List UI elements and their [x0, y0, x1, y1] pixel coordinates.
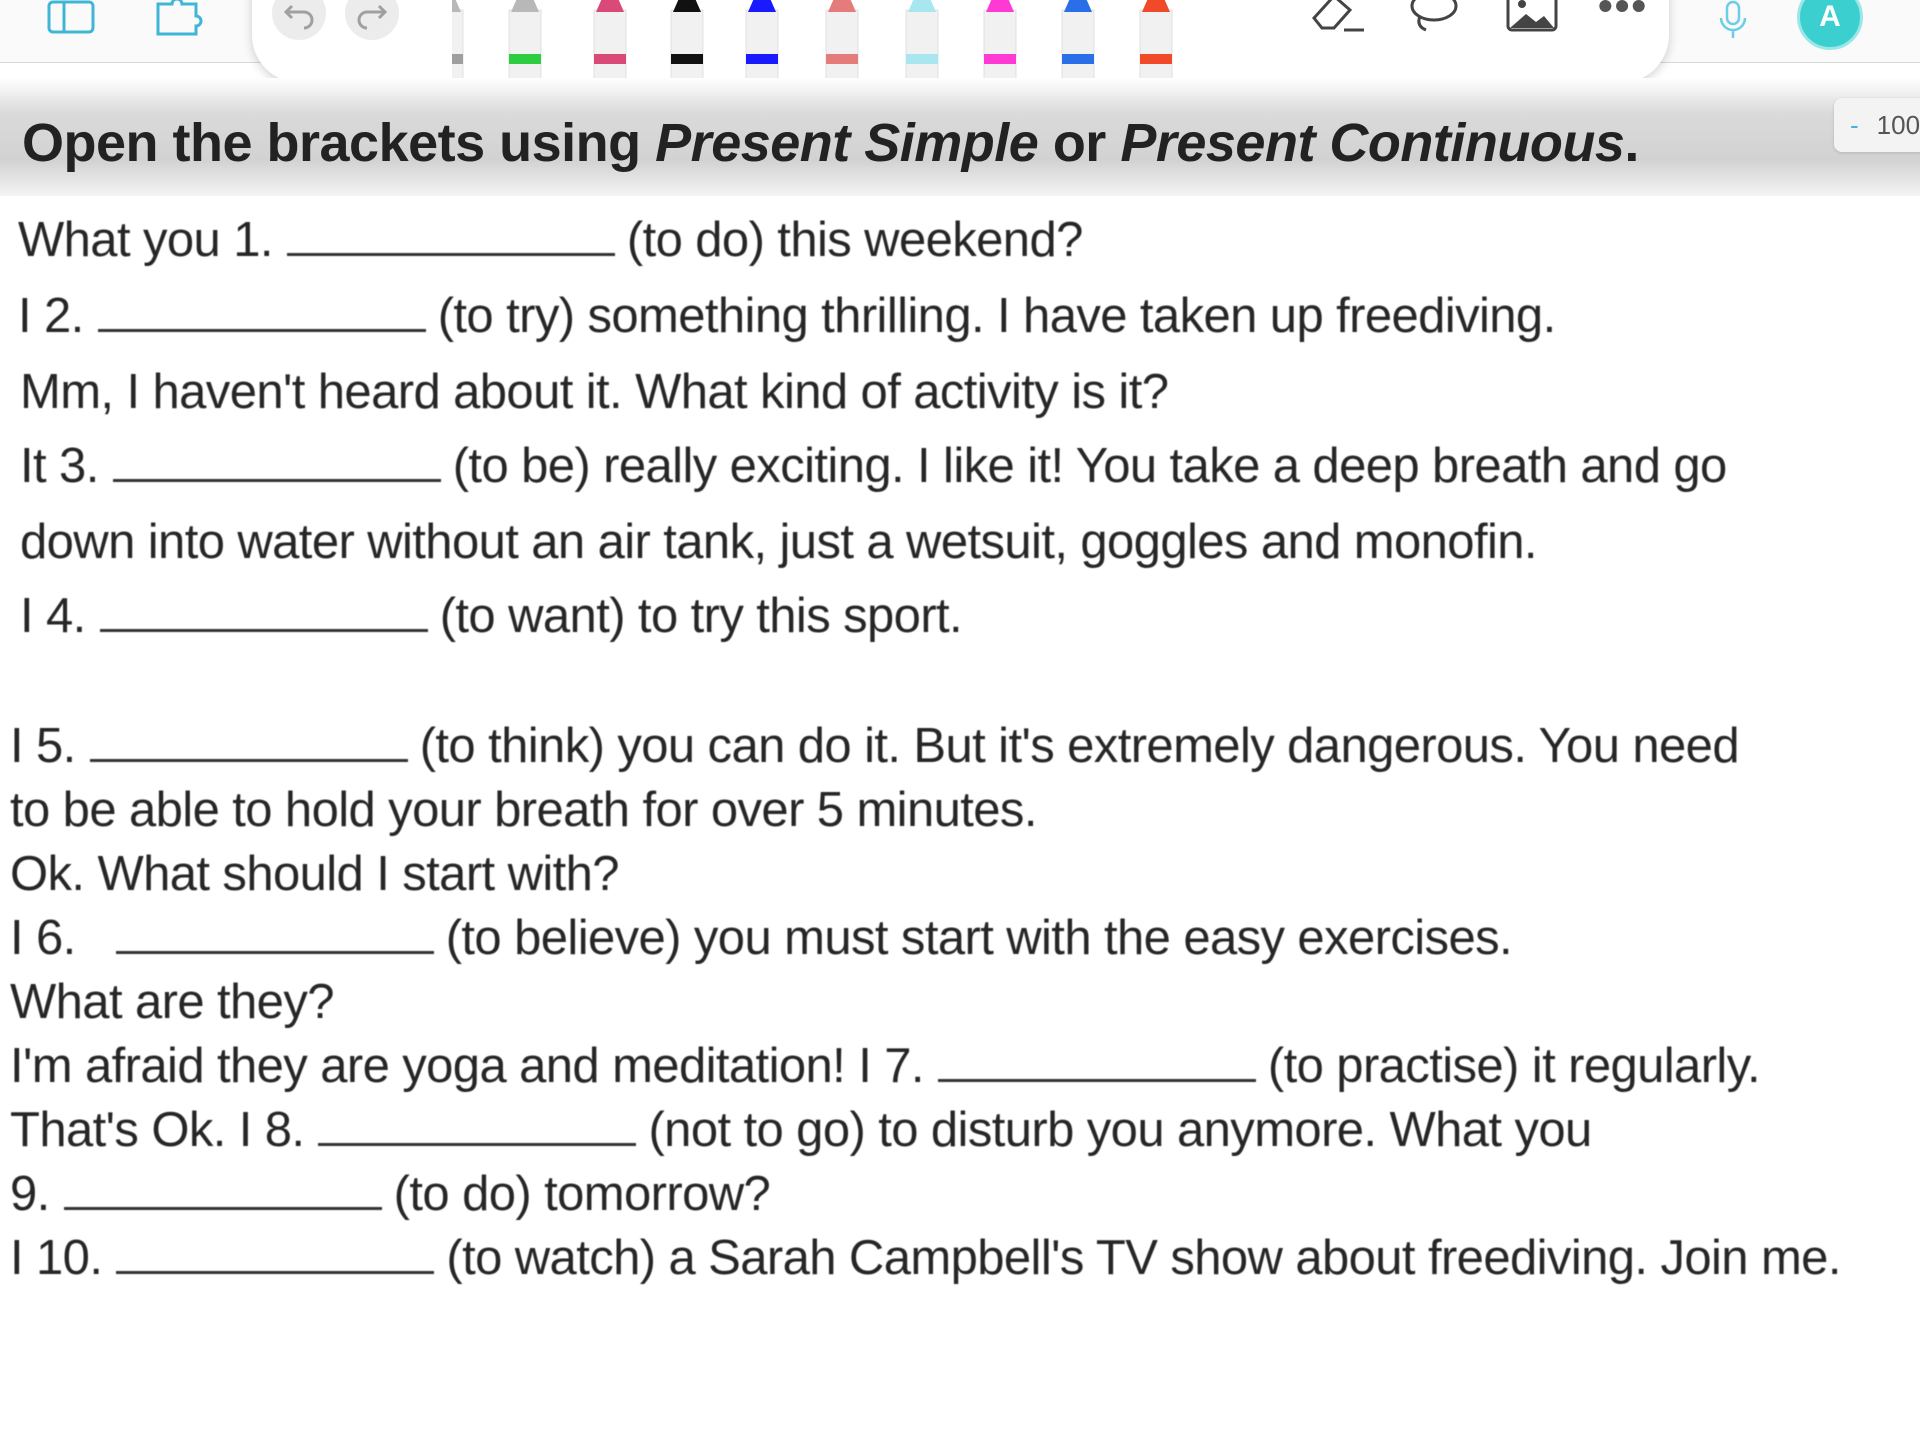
redo-icon: [355, 0, 389, 30]
avatar-letter: A: [1819, 0, 1841, 33]
puzzle-icon[interactable]: [152, 0, 204, 42]
answer-blank-9[interactable]: [64, 1177, 382, 1210]
undo-button[interactable]: [272, 0, 326, 40]
pen-set: [452, 0, 1332, 80]
exercise-heading: Open the brackets using Present Simple or Present Continuous.: [22, 113, 1639, 173]
fountain-pen-gray-tool[interactable]: [452, 0, 463, 80]
exercise-line-7: I 5. (to think) you can do it. But it's extremely dangerous. You need: [10, 719, 1739, 773]
answer-blank-4[interactable]: [100, 599, 428, 632]
exercise-line-10: I 6. (to believe) you must start with the easy exercises.: [10, 911, 1513, 965]
exercise-line-6: I 4. (to want) to try this sport.: [20, 589, 963, 643]
pencil-orange-tool[interactable]: [1140, 0, 1172, 80]
exercise-line-1: What you 1. (to do) this weekend?: [18, 213, 1083, 267]
answer-blank-7[interactable]: [938, 1049, 1256, 1082]
zoom-out-button[interactable]: -: [1850, 109, 1859, 140]
exercise-line-12: I'm afraid they are yoga and meditation! I 7. (to practise) it regularly.: [10, 1039, 1760, 1093]
exercise-line-3: Mm, I haven't heard about it. What kind of activity is it?: [20, 365, 1169, 419]
mic-icon[interactable]: [1716, 0, 1750, 42]
fountain-pen-green-tool[interactable]: [509, 0, 541, 80]
eraser-icon[interactable]: [1304, 0, 1368, 36]
exercise-line-15: I 10. (to watch) a Sarah Campbell's TV show about freediving. Join me.: [10, 1231, 1841, 1285]
exercise-line-14: 9. (to do) tomorrow?: [10, 1167, 771, 1221]
sidebar-toggle-icon[interactable]: [46, 0, 96, 42]
zoom-value: 100: [1876, 109, 1920, 140]
answer-blank-5[interactable]: [90, 729, 408, 762]
answer-blank-2[interactable]: [98, 299, 426, 332]
marker-black-tool[interactable]: [671, 0, 703, 80]
marker-magenta-tool[interactable]: [984, 0, 1016, 80]
marker-dotted-blue-tool[interactable]: [1062, 0, 1094, 80]
undo-icon: [282, 0, 316, 30]
exercise-line-13: That's Ok. I 8. (not to go) to disturb you anymore. What you: [10, 1103, 1592, 1157]
answer-blank-1[interactable]: [287, 223, 615, 256]
exercise-line-4: It 3. (to be) really exciting. I like it! You take a deep breath and go: [20, 439, 1727, 493]
more-options-button[interactable]: •••: [1598, 0, 1649, 29]
pen-toolbar: [252, 0, 1669, 83]
highlighter-salmon-tool[interactable]: [826, 0, 858, 80]
answer-blank-6[interactable]: [116, 921, 434, 954]
answer-blank-10[interactable]: [116, 1241, 434, 1274]
answer-blank-3[interactable]: [113, 449, 441, 482]
answer-blank-8[interactable]: [318, 1113, 636, 1146]
exercise-line-2: I 2. (to try) something thrilling. I have taken up freediving.: [18, 289, 1556, 343]
marker-pink-tool[interactable]: [594, 0, 626, 80]
exercise-line-9: Ok. What should I start with?: [10, 847, 619, 901]
worksheet-body: [0, 196, 1920, 1440]
exercise-line-11: What are they?: [10, 975, 334, 1029]
redo-button[interactable]: [345, 0, 399, 40]
exercise-line-8: to be able to hold your breath for over 5 minutes.: [10, 783, 1037, 837]
image-icon[interactable]: [1500, 0, 1564, 36]
exercise-line-5: down into water without an air tank, just a wetsuit, goggles and monofin.: [20, 515, 1537, 569]
highlighter-aqua-tool[interactable]: [906, 0, 938, 80]
marker-blue-tool[interactable]: [746, 0, 778, 80]
zoom-control[interactable]: [1834, 98, 1920, 152]
lasso-icon[interactable]: [1402, 0, 1466, 36]
